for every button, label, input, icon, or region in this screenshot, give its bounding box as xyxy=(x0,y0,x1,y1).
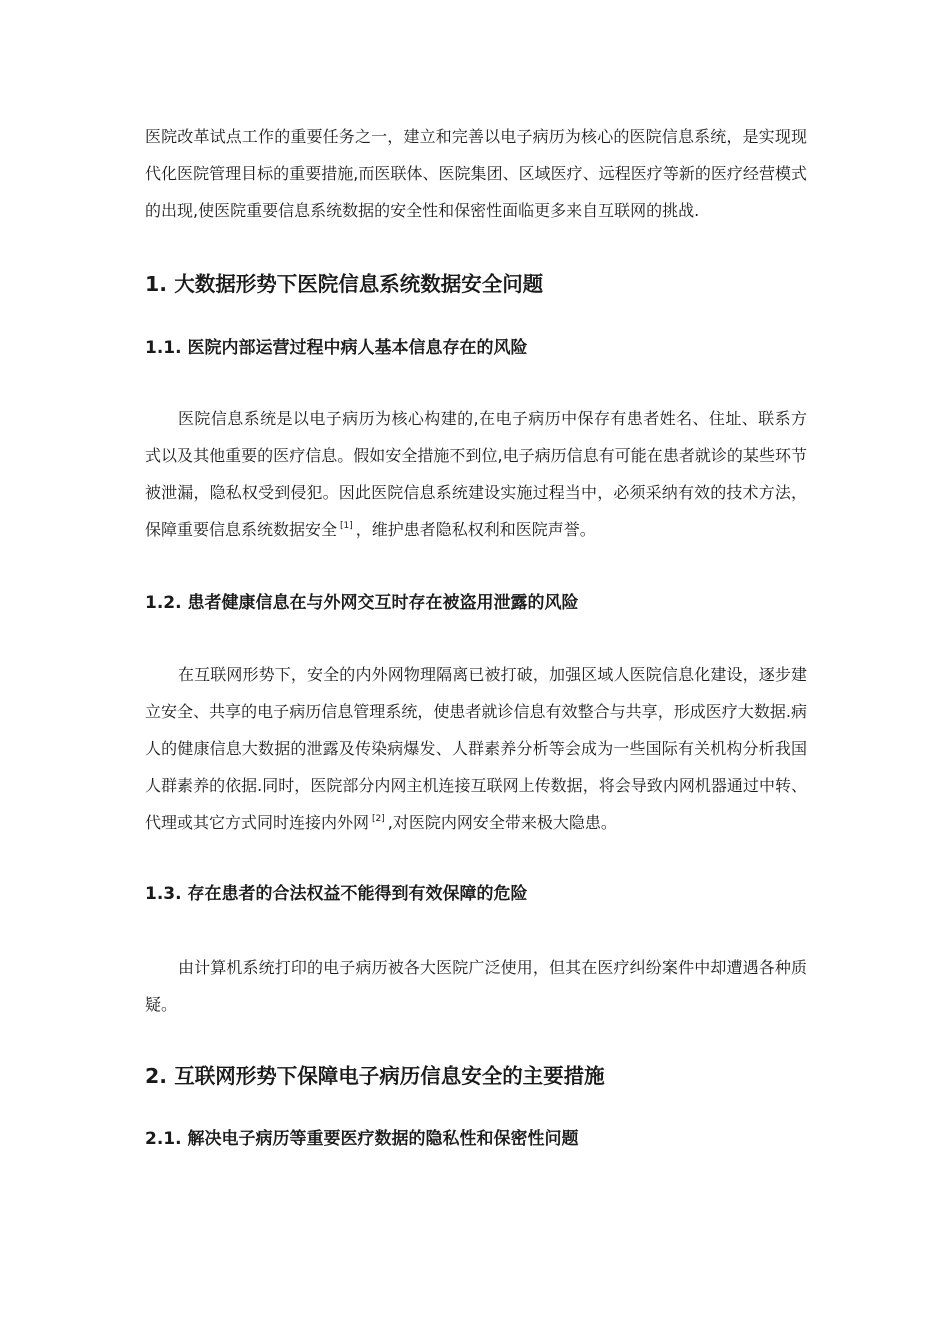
section-1-1-heading: 1.1. 医院内部运营过程中病人基本信息存在的风险 xyxy=(145,338,528,358)
section-2-heading: 2. 互联网形势下保障电子病历信息安全的主要措施 xyxy=(145,1064,605,1088)
section-1-2-text-before: 在互联网形势下，安全的内外网物理隔离已被打破，加强区域人医院信息化建设，逐步建立安全、共享的电子病历信息管理系统，使患者就诊信息有效整合与共享，形成医疗大数据.病人的健康信息大数据的泄露及传染病爆发、人群素养分析等会成为一些国际有关机构分析我国人群素养的依据.同时，医院部分内网主机连接互联网上传数据，将会导致内网机器通过中转、代理或其它方式同时连接内外网 xyxy=(145,665,807,832)
section-1-1-text-before: 医院信息系统是以电子病历为核心构建的,在电子病历中保存有患者姓名、住址、联系方式以及其他重要的医疗信息。假如安全措施不到位,电子病历信息有可能在患者就诊的某些环节被泄漏，隐私权受到侵犯。因此医院信息系统建设实施过程当中，必须采纳有效的技术方法，保障重要信息系统数据安全 xyxy=(145,409,807,539)
citation-2: [2] xyxy=(372,814,385,824)
intro-paragraph: 医院改革试点工作的重要任务之一，建立和完善以电子病历为核心的医院信息系统，是实现现代化医院管理目标的重要措施,而医联体、医院集团、区域医疗、远程医疗等新的医疗经营模式的出现,使医院重要信息系统数据的安全性和保密性面临更多来自互联网的挑战. xyxy=(145,127,807,220)
section-1-heading: 1. 大数据形势下医院信息系统数据安全问题 xyxy=(145,272,544,296)
section-1-2-text-after: ,对医院内网安全带来极大隐患。 xyxy=(387,813,617,832)
section-1-3-paragraph: 由计算机系统打印的电子病历被各大医院广泛使用，但其在医疗纠纷案件中却遭遇各种质疑。 xyxy=(145,958,807,1014)
citation-1: [1] xyxy=(340,521,353,531)
section-2-1-heading: 2.1. 解决电子病历等重要医疗数据的隐私性和保密性问题 xyxy=(145,1129,579,1149)
section-1-2-paragraph xyxy=(145,656,807,841)
section-1-2-heading: 1.2. 患者健康信息在与外网交互时存在被盗用泄露的风险 xyxy=(145,593,579,613)
section-1-1-paragraph xyxy=(145,400,807,548)
section-1-1-text-after: ，维护患者隐私权利和医院声誉。 xyxy=(355,520,596,539)
section-1-3-heading: 1.3. 存在患者的合法权益不能得到有效保障的危险 xyxy=(145,884,528,904)
